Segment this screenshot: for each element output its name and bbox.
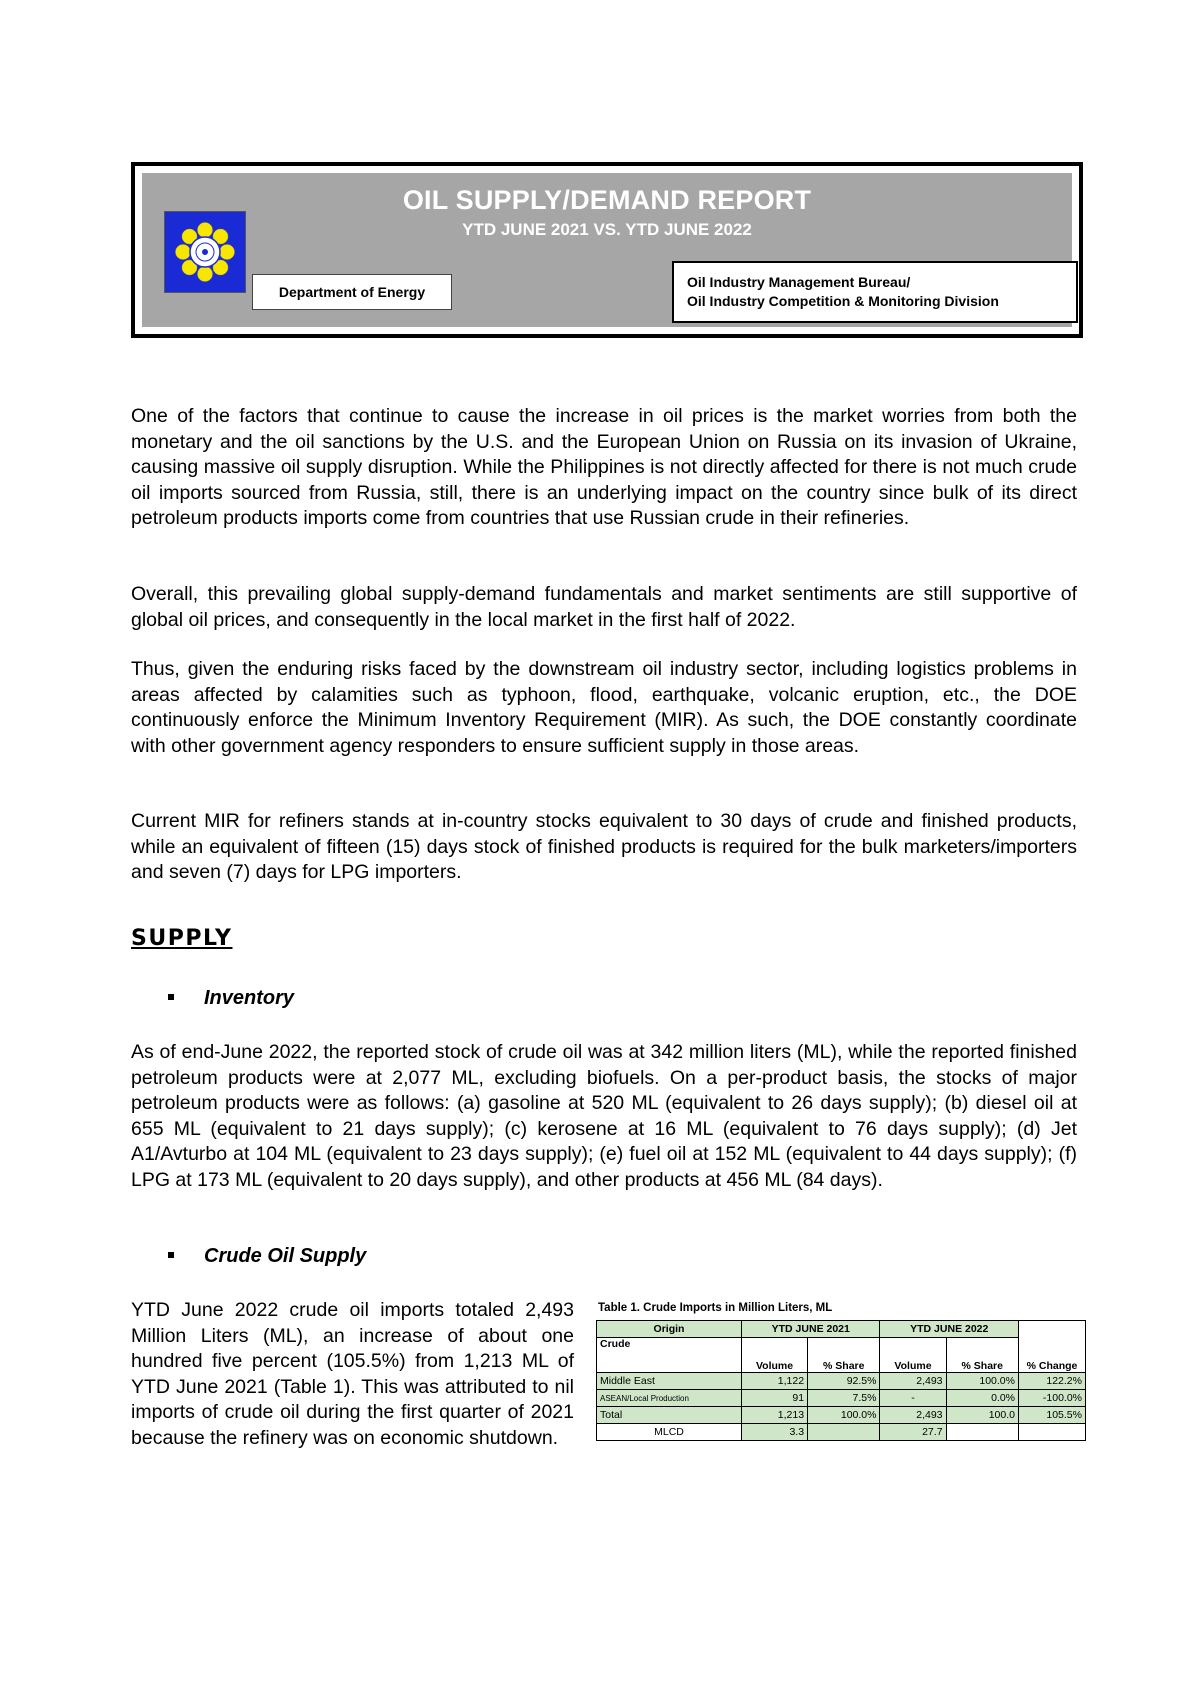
report-subtitle: YTD JUNE 2021 VS. YTD JUNE 2022 — [462, 220, 752, 239]
cell: 2,493 — [880, 1407, 946, 1424]
crude-supply-label: Crude Oil Supply — [204, 1245, 367, 1267]
department-label: Department of Energy — [252, 274, 452, 310]
supply-heading: SUPPLY — [131, 926, 233, 951]
cell: 1,213 — [742, 1407, 808, 1424]
row-label: Total — [597, 1407, 742, 1424]
cell: 100.0% — [946, 1373, 1018, 1390]
cell: 105.5% — [1019, 1407, 1086, 1424]
period-2022-header: YTD JUNE 2022 — [880, 1321, 1019, 1338]
bureau-line-1: Oil Industry Management Bureau/ — [687, 274, 911, 290]
cell: 0.0% — [946, 1390, 1018, 1407]
cell — [946, 1424, 1018, 1441]
cell: 1,122 — [742, 1373, 808, 1390]
table-row — [597, 1373, 1086, 1390]
inventory-paragraph: As of end-June 2022, the reported stock of crude oil was at 342 million liters (ML), while the reported finished petroleum products were at 2,077 ML, excluding biofuels. On a per-product basis, the stocks of major petroleum products were as follows: (a) gasoline at 520 ML (equivalent to 26 days supply); (b) diesel oil at 655 ML (equivalent to 21 days supply); (c) kerosene at 16 ML (equivalent to 76 days supply); (d) Jet A1/Avturbo at 104 ML (equivalent to 23 days supply); (e) fuel oil at 152 ML (equivalent to 44 days supply); (f) LPG at 173 ML (equivalent to 20 days supply), and other products at 456 ML (84 days). — [131, 1041, 1077, 1191]
intro-paragraph-2: Overall, this prevailing global supply-demand fundamentals and market sentiments are still supportive of global oil prices, and consequently in the local market in the first half of 2022. — [131, 583, 1077, 631]
bureau-line-2: Oil Industry Competition & Monitoring Division — [687, 293, 999, 309]
row-label: Middle East — [597, 1373, 742, 1390]
crude-label: Crude — [597, 1338, 742, 1373]
cell: 92.5% — [808, 1373, 880, 1390]
table-row — [597, 1407, 1086, 1424]
cell — [808, 1424, 880, 1441]
cell: 100.0 — [946, 1407, 1018, 1424]
report-header-panel — [142, 173, 1072, 327]
table1-caption: Table 1. Crude Imports in Million Liters, ML — [598, 1302, 833, 1314]
volume-2021-header: Volume — [742, 1338, 808, 1373]
inventory-label: Inventory — [204, 987, 295, 1009]
cell — [1019, 1424, 1086, 1441]
cell: 2,493 — [880, 1373, 946, 1390]
bullet-square-icon — [168, 1252, 174, 1258]
crude-imports-table — [596, 1320, 1086, 1441]
bureau-box — [672, 261, 1078, 323]
volume-2022-header: Volume — [880, 1338, 946, 1373]
row-label: MLCD — [597, 1424, 742, 1441]
cell: 3.3 — [742, 1424, 808, 1441]
share-2021-header: % Share — [808, 1338, 880, 1373]
cell: 7.5% — [808, 1390, 880, 1407]
cell: 100.0% — [808, 1407, 880, 1424]
cell: 122.2% — [1019, 1373, 1086, 1390]
origin-header: Origin — [597, 1321, 742, 1338]
row-label: ASEAN/Local Production — [597, 1390, 742, 1407]
cell: -100.0% — [1019, 1390, 1086, 1407]
intro-paragraph-3: Thus, given the enduring risks faced by the downstream oil industry sector, including logistics problems in areas affected by calamities such as typhoon, flood, earthquake, volcanic eruption, etc., the DOE continuously enforce the Minimum Inventory Requirement (MIR). As such, the DOE constantly coordinate with other government agency responders to ensure sufficient supply in those areas. — [131, 658, 1077, 757]
inventory-bullet — [168, 987, 294, 1010]
intro-paragraph-4: Current MIR for refiners stands at in-country stocks equivalent to 30 days of crude and finished products, while an equivalent of fifteen (15) days stock of finished products is required for the bulk marketers/importers and seven (7) days for LPG importers. — [131, 810, 1077, 883]
bullet-square-icon — [168, 994, 174, 1000]
report-header — [131, 162, 1083, 338]
table-row — [597, 1390, 1086, 1407]
cell: - — [880, 1390, 946, 1407]
report-title: OIL SUPPLY/DEMAND REPORT — [402, 185, 812, 215]
table-row — [597, 1424, 1086, 1441]
crude-supply-paragraph: YTD June 2022 crude oil imports totaled 2,493 Million Liters (ML), an increase of about one hundred five percent (105.5%) from 1,213 ML of YTD June 2021 (Table 1). This was attributed to nil imports of crude oil during the first quarter of 2021 because the refinery was on economic shutdown. — [131, 1299, 574, 1449]
intro-paragraph-1: One of the factors that continue to cause the increase in oil prices is the market worries from both the monetary and the oil sanctions by the U.S. and the European Union on Russia on its invasion of Ukraine, causing massive oil supply disruption. While the Philippines is not directly affected for there is not much crude oil imports sourced from Russia, still, there is an underlying impact on the country since bulk of its direct petroleum products imports come from countries that use Russian crude in their refineries. — [131, 405, 1077, 529]
change-header: % Change — [1019, 1321, 1086, 1373]
cell: 91 — [742, 1390, 808, 1407]
share-2022-header: % Share — [946, 1338, 1018, 1373]
period-2021-header: YTD JUNE 2021 — [742, 1321, 880, 1338]
crude-supply-bullet — [168, 1245, 366, 1268]
cell: 27.7 — [880, 1424, 946, 1441]
